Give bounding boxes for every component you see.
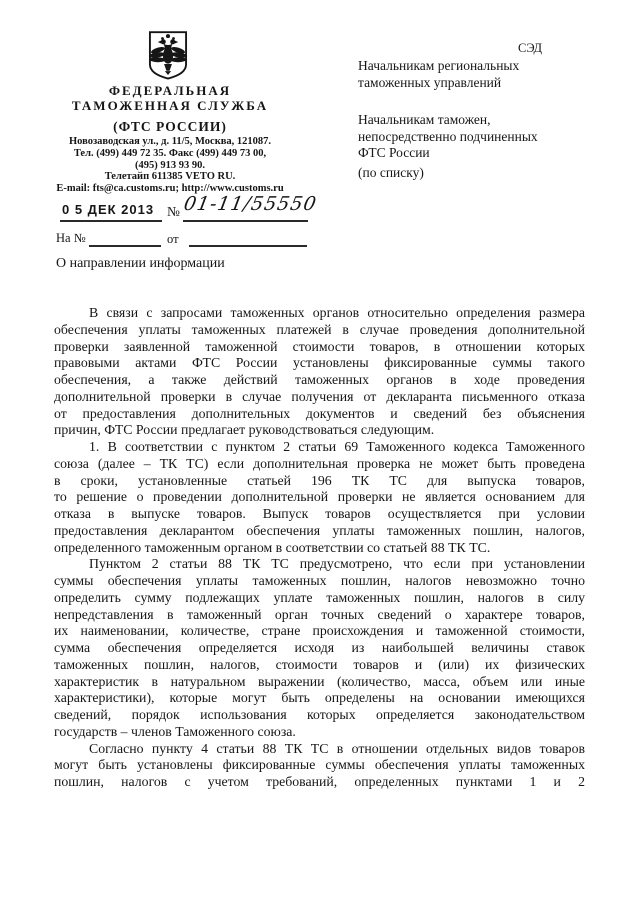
date-stamp: 0 5 ДЕК 2013 bbox=[62, 202, 155, 217]
letter-body bbox=[54, 305, 585, 791]
phone-line: Тел. (499) 449 72 35. Факс (499) 449 73 00, bbox=[73, 147, 267, 159]
body-line: Пунктом 2 статьи 88 ТК ТС предусмотрено, что если при установлении bbox=[89, 556, 585, 572]
org-name-line2: ТАМОЖЕННАЯ СЛУЖБА bbox=[71, 98, 269, 113]
body-line: 1. В соответствии с пунктом 2 статьи 69 Таможенного кодекса Таможенного bbox=[89, 439, 585, 454]
teletype-line: Телетайп 611385 VETO RU. bbox=[104, 171, 236, 183]
body-line: дополнительной проверки в случае получения от декларанта письменного отказа bbox=[54, 388, 585, 404]
date-underline bbox=[60, 220, 162, 222]
recipient-group-1 bbox=[358, 58, 578, 91]
recipient-line: ФТС России bbox=[358, 145, 430, 160]
recipients-block bbox=[358, 58, 578, 181]
body-line: могут быть установлены фиксированные суммы обеспечения уплаты таможенных bbox=[54, 757, 585, 773]
reply-date-label: от bbox=[167, 232, 179, 246]
contact-block bbox=[8, 136, 332, 195]
body-line: характеристики), которые могут быть определены на основании имеющихся bbox=[54, 690, 585, 706]
recipient-line: непосредственно подчиненных bbox=[358, 128, 538, 144]
body-line: их наименовании, количестве, стране происхождения и таможенной стоимости, bbox=[54, 623, 585, 639]
double-headed-eagle-icon bbox=[146, 29, 190, 81]
body-line: сведений, порядок использования которых определяется законодательством bbox=[54, 707, 585, 722]
body-line: причин, ФТС России предлагает руководствоваться следующим. bbox=[54, 422, 435, 438]
body-line: правовыми актами ФТС России установлены фиксированные суммы такого bbox=[54, 355, 585, 371]
body-line: проверки заявленной таможенной стоимости товаров, в отношении которых bbox=[54, 338, 585, 354]
body-line: в сроки, установленные статьей 196 ТК ТС для выпуска товаров, bbox=[54, 472, 585, 488]
reply-date-underline bbox=[189, 245, 307, 247]
number-underline bbox=[183, 220, 308, 222]
recipient-line: Начальникам региональных bbox=[358, 58, 520, 73]
body-line: определенного таможенным органом в соответствии со статьей 88 ТК ТС. bbox=[54, 539, 491, 555]
recipient-note: (по списку) bbox=[358, 164, 424, 180]
body-line: пошлин, налогов с учетом требований, определенных пунктами 1 и 2 bbox=[54, 774, 585, 789]
body-line: непредставления в таможенный орган точных сведений о характере товаров, bbox=[54, 606, 585, 622]
outgoing-number-handwritten: 01-11/55550 bbox=[182, 193, 319, 215]
org-abbr: (ФТС РОССИИ) bbox=[113, 119, 227, 134]
subject-line: О направлении информации bbox=[56, 256, 225, 271]
reply-number-underline bbox=[89, 245, 161, 247]
body-line: характеристик в натуральном выражении (количество, масса, объем или иные bbox=[54, 673, 585, 689]
fts-emblem bbox=[146, 29, 190, 81]
body-line: определить сумму подлежащих уплате таможенных пошлин, налогов в силу bbox=[54, 589, 585, 605]
body-line: суммы обеспечения уплаты таможенных пошлин, налогов невозможно точно bbox=[54, 573, 585, 588]
recipient-line: таможенных управлений bbox=[358, 74, 502, 90]
address-line: Новозаводская ул., д. 11/5, Москва, 121087. bbox=[68, 136, 272, 147]
body-line: обеспечения, а также действий таможенных органов в ходе проведения bbox=[54, 372, 585, 387]
body-line: предоставления декларантом обеспечения уплаты таможенных пошлин, налогов, bbox=[54, 522, 585, 538]
sed-label: СЭД bbox=[518, 41, 543, 55]
reply-number-label: На № bbox=[56, 231, 86, 245]
org-name-line1: ФЕДЕРАЛЬНАЯ bbox=[108, 83, 232, 98]
body-line: союза (далее – ТК ТС) если дополнительная проверка не может быть проведена bbox=[54, 455, 585, 471]
phone-line-2: (495) 913 93 90. bbox=[135, 159, 205, 171]
email-line: E-mail: fts@ca.customs.ru; http://www.customs.ru bbox=[56, 183, 284, 195]
org-name-block bbox=[8, 83, 332, 135]
recipient-line: Начальникам таможен, bbox=[358, 112, 491, 127]
body-line: таможенных пошлин, налогов, стоимости товаров и (или) их физических bbox=[54, 656, 585, 672]
number-label: № bbox=[167, 204, 180, 219]
body-line: государств – членов Таможенного союза. bbox=[54, 723, 296, 739]
body-line: обеспечения уплаты таможенных платежей в случае проведения дополнительной bbox=[54, 321, 585, 337]
body-line: Согласно пункту 4 статьи 88 ТК ТС в отношении отдельных видов товаров bbox=[89, 740, 585, 756]
body-line: В связи с запросами таможенных органов относительно определения размера bbox=[89, 305, 585, 320]
body-line: то решение о проведении дополнительной проверки не является основанием для bbox=[54, 489, 585, 505]
body-line: от предоставления дополнительных документов и сведений без объяснения bbox=[54, 405, 585, 421]
body-line: сумма обеспечения определяется исходя из наибольшей величины ставок bbox=[54, 640, 585, 655]
body-line: отказа в выпуске товаров. Выпуск товаров осуществляется при условии bbox=[54, 506, 585, 521]
recipient-group-2 bbox=[358, 112, 578, 162]
